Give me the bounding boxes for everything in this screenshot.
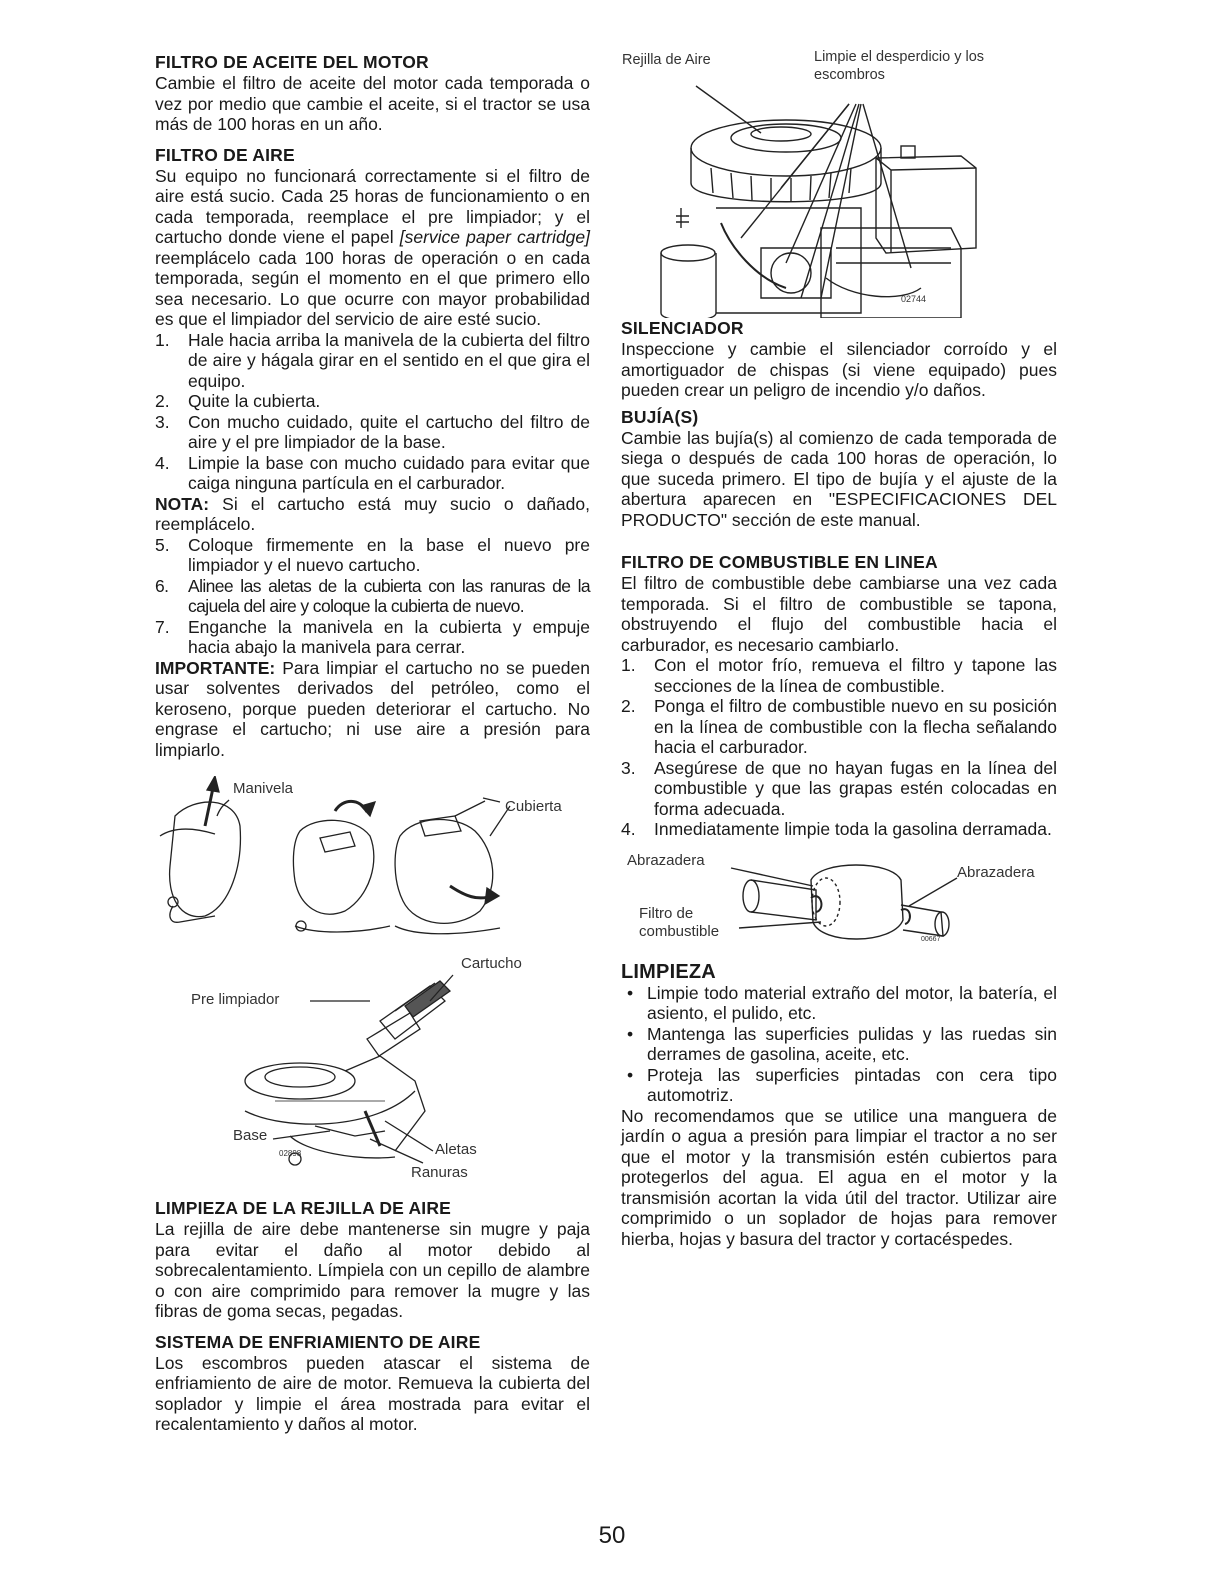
list-item: • Limpie todo material extraño del motor, la batería, el asiento, el pulido, etc. (627, 982, 1057, 1023)
fuel-heading: FILTRO DE COMBUSTIBLE EN LINEA (621, 552, 938, 572)
grille-heading: LIMPIEZA DE LA REJILLA DE AIRE (155, 1198, 452, 1218)
list-item: 1. Hale hacia arriba la manivela de la cubierta del filtro de aire y hágala girar en el sentido en el que gira el equipo. (155, 329, 590, 391)
label-pre-limpiador: Pre limpiador (191, 991, 280, 1008)
air-filter-steps-1 (155, 330, 590, 494)
label-cubierta: Cubierta (505, 798, 562, 815)
list-item: 7. Enganche la manivela en la cubierta y empuje hacia abajo la manivela para cerrar. (155, 616, 590, 657)
list-item: 3. Con mucho cuidado, quite el cartucho del filtro de aire y el pre limpiador de la base. (155, 411, 590, 452)
engine-figure (621, 48, 1057, 318)
muffler-heading: SILENCIADOR (621, 318, 744, 338)
right-column (621, 49, 1057, 1249)
label-ranuras: Ranuras (411, 1164, 468, 1181)
label-cartucho: Cartucho (461, 955, 522, 972)
cartridge-figure (155, 955, 590, 1186)
cooling-text: Los escombros pueden atascar el sistema de enfriamiento de aire de motor. Remueva la cubierta del soplador y limpie el área mostrada para evitar el recalentamiento y daños al motor. (155, 1352, 590, 1434)
list-item: 1. Con el motor frío, remueva el filtro y tapone las secciones de la línea de combustible. (621, 655, 1057, 696)
list-item: 6. Alinee las aletas de la cubierta con las ranuras de la cajuela del aire y coloque la cubierta de nuevo. (155, 575, 590, 616)
list-item: • Mantenga las superficies pulidas y las ruedas sin derrames de gasolina, aceite, etc. (627, 1023, 1057, 1064)
list-item: 4. Limpie la base con mucho cuidado para evitar que caiga ninguna partícula en el carburador. (155, 452, 590, 493)
label-filtro: Filtro de combustible (639, 904, 720, 940)
air-cover-figure (155, 776, 590, 961)
air-filter-steps-2 (155, 535, 590, 658)
list-item: • Proteja las superficies pintadas con cera tipo automotriz. (627, 1064, 1057, 1105)
grille-text: La rejilla de aire debe mantenerse sin mugre y paja para evitar el daño al motor debido al sobrecalentamiento. Límpiela con un cepillo de alambre o con aire comprimido para remover la mugre y las fibras de goma secas, pegadas. (155, 1219, 590, 1321)
engine-illustration (621, 48, 1057, 318)
left-column (155, 52, 590, 1435)
label-limpie: Limpie el desperdicio y los escombros (814, 49, 985, 83)
cleaning-bullets (621, 983, 1057, 1106)
cooling-heading: SISTEMA DE ENFRIAMIENTO DE AIRE (155, 1331, 481, 1352)
list-item: 2. Ponga el filtro de combustible nuevo en su posición en la línea de combustible con la flecha señalando hacia el carburador. (621, 696, 1057, 757)
important-note: IMPORTANTE: Para limpiar el cartucho no se pueden usar solventes derivados del petróleo, como el keroseno, porque pueden deteriorar el cartucho. No engrase el cartucho; ni use aire a presión para limpiarlo. (155, 657, 590, 760)
fuel-text: El filtro de combustible debe cambiarse una vez cada temporada. Si el filtro de combustible se tapona, obstruyendo el flujo del combustible hacia el carburador, es necesario cambiarlo. (621, 573, 1057, 655)
muffler-text: Inspeccione y cambie el silenciador corroído y el amortiguador de chispas (si viene equipado) pues pueden crear un peligro de incendio y/o daños. (621, 339, 1057, 400)
label-abrazadera-left: Abrazadera (627, 851, 705, 869)
spark-heading: BUJÍA(S) (621, 406, 699, 427)
label-base: Base (233, 1127, 268, 1144)
nota: NOTA: Si el cartucho está muy sucio o dañado, reemplácelo. (155, 493, 590, 534)
list-item: 2. Quite la cubierta. (155, 391, 321, 411)
figure-code: 00667 (921, 935, 941, 943)
fuel-steps (621, 655, 1057, 840)
list-item: 5. Coloque firmemente en la base el nuevo pre limpiador y el nuevo cartucho. (155, 534, 590, 575)
air-filter-heading: FILTRO DE AIRE (155, 144, 295, 165)
engine-oil-heading: FILTRO DE ACEITE DEL MOTOR (155, 52, 429, 72)
figure-code: 02744 (901, 294, 927, 304)
spark-text: Cambie las bujía(s) al comienzo de cada temporada de siega o después de cada 100 horas de operación, lo que suceda primero. El tipo de bujía y el ajuste de la abertura aparecen en "ESPECIFICACIONES DEL PRODUCTO" sección de este manual. (621, 427, 1057, 530)
page-number: 50 (598, 1522, 626, 1549)
list-item: 3. Asegúrese de que no hayan fugas en la línea del combustible y que las grapas estén colocadas en forma adecuada. (621, 757, 1057, 819)
cleaning-text: No recomendamos que se utilice una manguera de jardín o agua a presión para limpiar el tractor a no ser que el motor y la transmisión estén cubiertos para protegerlos del agua. El agua en el motor y la transmisión acortan la vida útil del tractor. Utilizar aire comprimido o un soplador de hojas para remover hierba, hojas y basura del tractor y cortacéspedes. (621, 1105, 1057, 1249)
cleaning-heading: LIMPIEZA (621, 960, 716, 983)
figure-code: 02898 (279, 1149, 302, 1158)
engine-oil-text: Cambie el filtro de aceite del motor cada temporada o vez por medio que cambie el aceite, si el tractor se usa más de 100 horas en un año. (155, 73, 590, 134)
fuel-filter-figure (621, 850, 1057, 955)
label-aletas: Aletas (435, 1141, 477, 1158)
list-item: 4. Inmediatamente limpie toda la gasolina derramada. (621, 819, 1052, 839)
label-rejilla: Rejilla de Aire (622, 52, 711, 68)
label-manivela: Manivela (233, 780, 294, 797)
air-filter-text: Su equipo no funcionará correctamente si el filtro de aire está sucio. Cada 25 horas de funcionamiento o en cada temporada, reemplace el pre limpiador; y el cartucho donde viene el papel [service paper cartridge] reemplácelo cada 100 horas de operación o en cada temporada, según el momento en el que primero ello sea necesario. Lo que ocurre con mayor probabilidad es que el limpiador del servicio de aire esté sucio. (155, 165, 590, 329)
label-abrazadera-right: Abrazadera (957, 863, 1035, 881)
